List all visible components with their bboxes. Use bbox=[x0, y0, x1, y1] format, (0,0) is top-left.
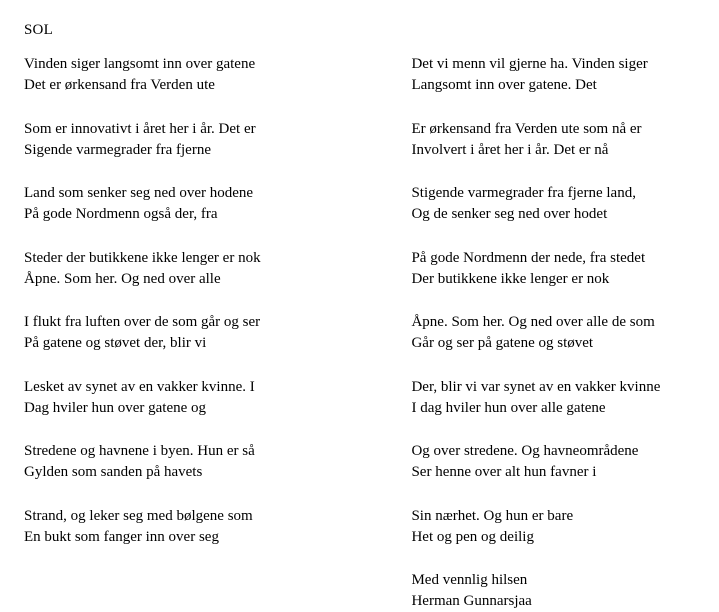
stanza bbox=[411, 506, 697, 548]
signature-closing: Med vennlig hilsen bbox=[411, 572, 528, 588]
poem-line: Går og ser på gatene og støvet bbox=[411, 335, 594, 351]
poem-line: I flukt fra luften over de som går og ser bbox=[24, 314, 261, 330]
stanza bbox=[411, 248, 697, 290]
left-column bbox=[24, 54, 411, 570]
poem-line: Som er innovativt i året her i år. Det er bbox=[24, 120, 256, 137]
signature-block bbox=[411, 570, 697, 612]
poem-line: Og over stredene. Og havneområdene bbox=[411, 443, 639, 459]
poem-line: Er ørkensand fra Verden ute som nå er bbox=[411, 120, 642, 137]
poem-line: Land som senker seg ned over hodene bbox=[24, 185, 254, 201]
poem-line: Det er ørkensand fra Verden ute bbox=[24, 77, 215, 93]
poem-line: Steder der butikkene ikke lenger er nok bbox=[24, 249, 261, 266]
poem-line: Og de senker seg ned over hodet bbox=[411, 206, 608, 222]
poem-line: Involvert i året her i år. Det er nå bbox=[411, 141, 609, 158]
stanza bbox=[24, 183, 401, 225]
stanza bbox=[411, 183, 697, 225]
stanza bbox=[411, 441, 697, 483]
poem-line: Sin nærhet. Og hun er bare bbox=[411, 507, 574, 524]
poem-line: Det vi menn vil gjerne ha. Vinden siger bbox=[411, 56, 648, 72]
poem-line: Ser henne over alt hun favner i bbox=[411, 464, 597, 480]
stanza bbox=[24, 119, 401, 161]
stanza bbox=[411, 377, 697, 419]
poem-line: Stigende varmegrader fra fjerne land, bbox=[411, 185, 636, 201]
poem-line: Vinden siger langsomt inn over gatene bbox=[24, 56, 256, 72]
two-column-body bbox=[24, 54, 697, 612]
stanza bbox=[24, 312, 401, 354]
stanza bbox=[24, 441, 401, 483]
poem-line: Gylden som sanden på havets bbox=[24, 464, 203, 480]
poem-line: Åpne. Som her. Og ned over alle bbox=[24, 270, 221, 287]
poem-line: På gode Nordmenn også der, fra bbox=[24, 206, 218, 222]
poem-line: På gatene og støvet der, blir vi bbox=[24, 335, 207, 351]
stanza bbox=[24, 248, 401, 290]
poem-line: Langsomt inn over gatene. Det bbox=[411, 77, 597, 93]
stanza bbox=[411, 54, 697, 96]
poem-line: På gode Nordmenn der nede, fra stedet bbox=[411, 249, 646, 266]
page-title: SOL bbox=[24, 22, 53, 38]
right-column bbox=[411, 54, 697, 612]
poem-line: En bukt som fanger inn over seg bbox=[24, 528, 219, 545]
poem-line: Der, blir vi var synet av en vakker kvinne bbox=[411, 378, 661, 395]
stanza bbox=[411, 119, 697, 161]
stanza bbox=[411, 312, 697, 354]
poem-line: Dag hviler hun over gatene og bbox=[24, 399, 207, 416]
poem-line: Het og pen og deilig bbox=[411, 528, 534, 545]
signature-name: Herman Gunnarsjaa bbox=[411, 593, 532, 609]
poem-line: Åpne. Som her. Og ned over alle de som bbox=[411, 314, 655, 330]
poem-line: Lesket av synet av en vakker kvinne. I bbox=[24, 378, 255, 395]
poem-line: I dag hviler hun over alle gatene bbox=[411, 399, 606, 416]
poem-line: Sigende varmegrader fra fjerne bbox=[24, 141, 211, 158]
stanza bbox=[24, 506, 401, 548]
stanza bbox=[24, 54, 401, 96]
poem-line: Strand, og leker seg med bølgene som bbox=[24, 507, 253, 524]
poem-line: Stredene og havnene i byen. Hun er så bbox=[24, 443, 255, 459]
poem-line: Der butikkene ikke lenger er nok bbox=[411, 270, 610, 287]
stanza bbox=[24, 377, 401, 419]
